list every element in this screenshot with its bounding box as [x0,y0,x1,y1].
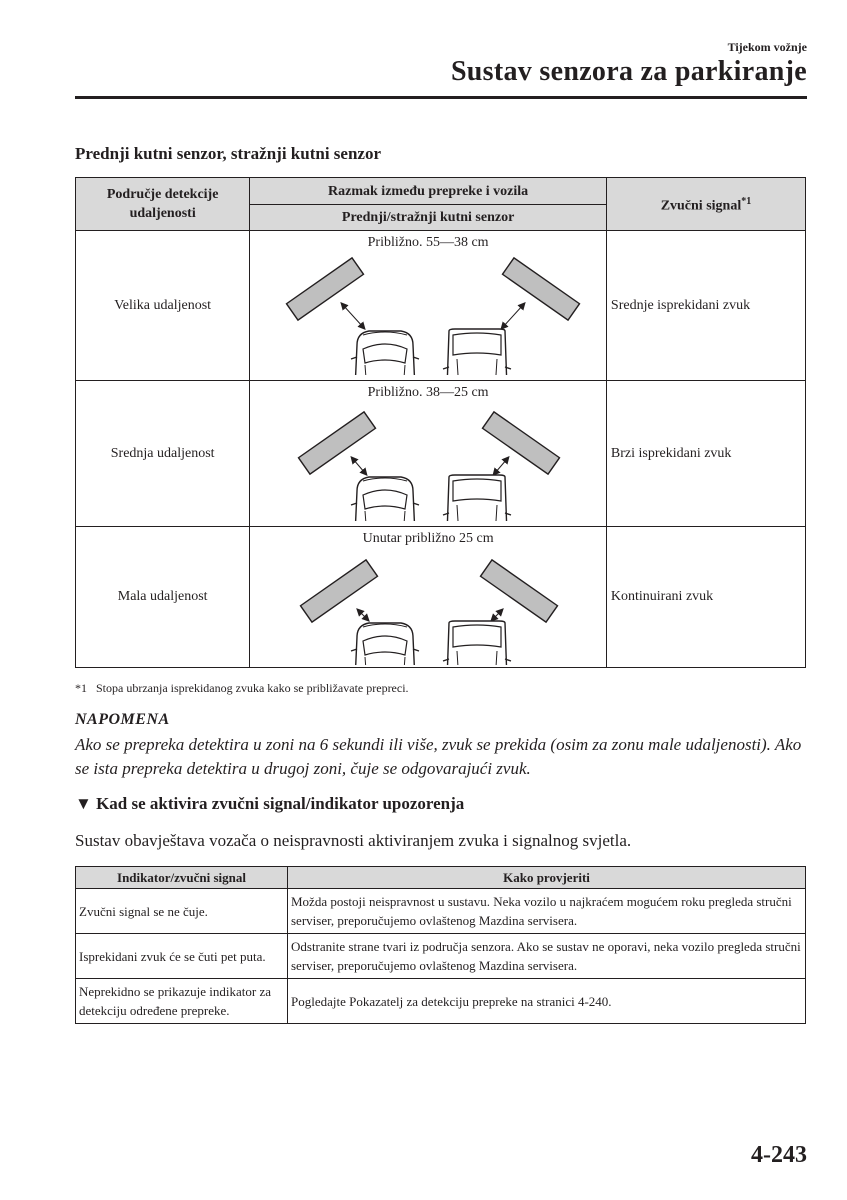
parking-sensor-illustration [263,403,593,521]
check-cell: Možda postoji neispravnost u sustavu. Neka vozilo u najkraćem mogućem roku pregleda stručni serviser, preporučujemo ovlaštenog Mazdina servisera. [288,889,806,934]
distance-cell [250,527,607,668]
section-label: Tijekom vožnje [727,40,807,54]
page-number: 4-243 [751,1142,807,1168]
footnote-mark: *1 [75,681,87,695]
footnote [75,681,409,696]
footnote-text: Stopa ubrzanja isprekidanog zvuka kako se približavate prepreci. [96,681,409,695]
col-header-zone: Područje detekcije udaljenosti [76,178,250,231]
title-rule [75,96,807,99]
distance-label: Približno. 38—25 cm [367,385,489,400]
detection-table [75,177,806,668]
signal-label: Kontinuirani zvuk [606,527,805,668]
parking-sensor-illustration [263,549,593,665]
check-cell: Odstranite strane tvari iz područja senzora. Ako se sustav ne oporavi, neka vozilo pregleda stručni serviser, preporučujemo ovlaštenog Mazdina servisera. [288,934,806,979]
table-row [76,979,806,1024]
note-text: Ako se prepreka detektira u zoni na 6 sekundi ili više, zvuk se prekida (osim za zonu male udaljenosti). Ako se ista prepreka detektira u drugoj zoni, čuje se odgovarajući zvuk. [75,735,802,778]
signal-label: Srednje isprekidani zvuk [606,231,805,381]
col-header-indicator: Indikator/zvučni signal [76,867,288,889]
indicator-cell: Neprekidno se prikazuje indikator za detekciju određene prepreke. [76,979,288,1024]
table-row [76,889,806,934]
col-header-distance-sub: Prednji/stražnji kutni senzor [250,205,607,231]
intro-text: Sustav obavještava vozača o neispravnosti aktiviranjem zvuka i signalnog svjetla. [75,831,632,850]
section-heading [75,794,464,814]
check-cell: Pogledajte Pokazatelj za detekciju prepreke na stranici 4-240. [288,979,806,1024]
note-title: NAPOMENA [75,711,170,728]
zone-label: Mala udaljenost [76,527,250,668]
distance-cell [250,231,607,381]
page-title: Sustav senzora za parkiranje [450,56,807,87]
parking-sensor-illustration [263,253,593,375]
zone-label: Srednja udaljenost [76,381,250,527]
distance-cell [250,381,607,527]
indicator-cell: Zvučni signal se ne čuje. [76,889,288,934]
signal-label: Brzi isprekidani zvuk [606,381,805,527]
indicator-cell: Isprekidani zvuk će se čuti pet puta. [76,934,288,979]
sub-heading: Prednji kutni senzor, stražnji kutni senzor [75,144,382,163]
distance-label: Unutar približno 25 cm [362,531,494,546]
col-header-check: Kako provjeriti [288,867,806,889]
table-row [76,231,806,381]
indicator-table [75,866,806,1024]
distance-label: Približno. 55—38 cm [367,235,489,250]
section-heading-text: Kad se aktivira zvučni signal/indikator upozorenja [96,794,465,813]
table-row [76,934,806,979]
zone-label: Velika udaljenost [76,231,250,381]
col-header-distance: Razmak između prepreke i vozila [250,178,607,205]
triangle-marker-icon: ▼ [75,794,92,813]
table-row [76,381,806,527]
table-row [76,527,806,668]
col-header-signal: Zvučni signal$^{*1}$ [606,178,805,231]
